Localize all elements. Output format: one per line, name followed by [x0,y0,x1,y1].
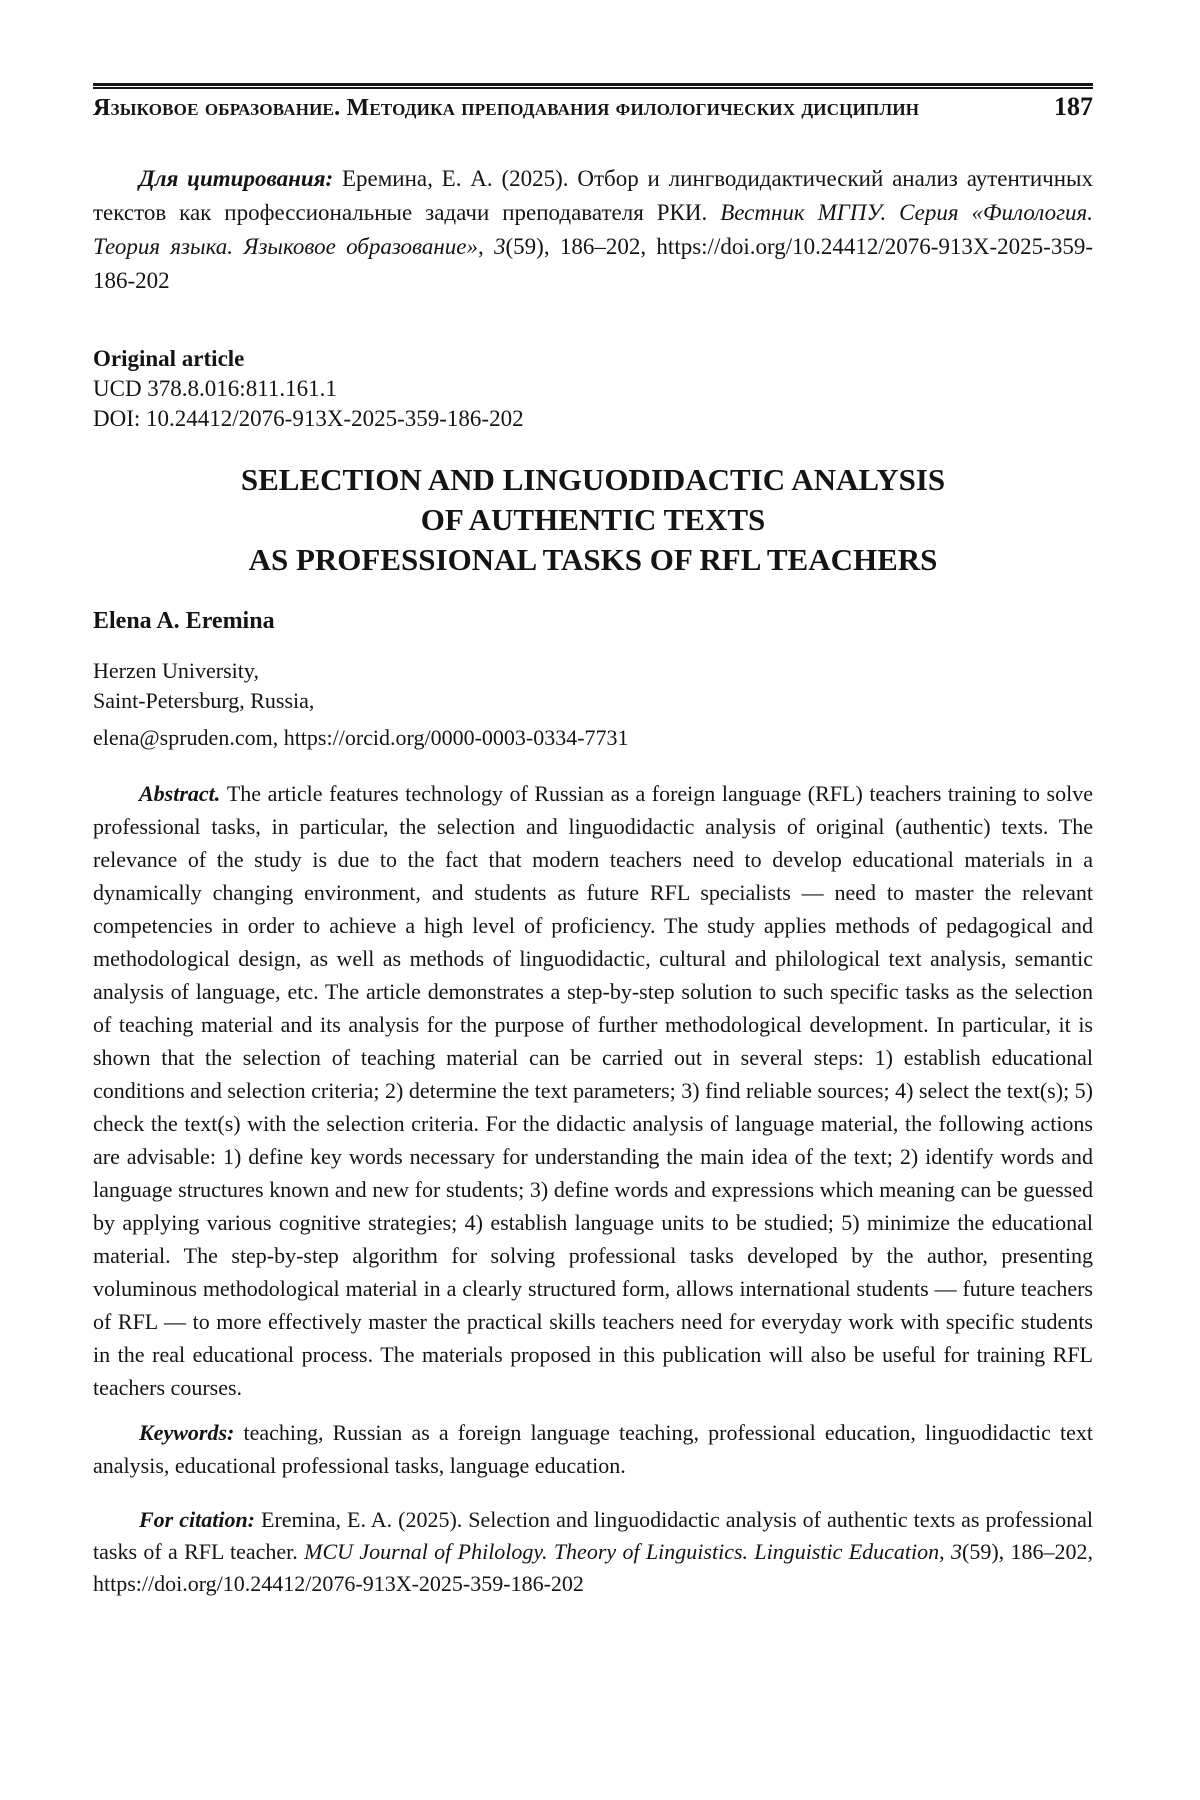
abstract-paragraph: Abstract. The article features technology of Russian as a foreign language (RFL) teachers training to solve professional tasks, in particular, the selection and linguodidactic analysis of original (authentic) texts. The relevance of the study is due to the fact that modern teachers need to develop educational materials in a dynamically changing environment, and students as future RFL specialists — need to master the relevant competencies in order to achieve a high level of proficiency. The study applies methods of pedagogical and methodological design, as well as methods of linguodidactic, cultural and philological text analysis, semantic analysis of language, etc. The article demonstrates a step-by-step solution to such specific tasks as the selection of teaching material and its analysis for the purpose of further methodological development. In particular, it is shown that the selection of teaching material can be carried out in several steps: 1) establish educational conditions and selection criteria; 2) determine the text parameters; 3) find reliable sources; 4) select the text(s); 5) check the text(s) with the selection criteria. For the didactic analysis of language material, the following actions are advisable: 1) define key words necessary for understanding the main idea of the text; 2) identify words and language structures known and new for students; 3) define words and expressions which meaning can be guessed by applying various cognitive strategies; 4) establish language units to be studied; 5) minimize the educational material. The step-by-step algorithm for solving professional tasks developed by the author, presenting voluminous methodological material in a clearly structured form, allows international students — future teachers of RFL — to more effectively master the practical skills teachers need for everyday work with specific students in the real educational process. The materials proposed in this publication will also be useful for training RFL teachers courses. [93,781,1094,1400]
affiliation-block [93,656,1093,753]
article-type-label: Original article [93,346,245,371]
article-meta [93,344,1093,434]
author-name: Elena A. Eremina [93,608,275,634]
title-line-2: OF AUTHENTIC TEXTS [420,502,766,537]
affiliation-line-contact: elena@spruden.com, https://orcid.org/0000-0003-0334-7731 [93,725,629,750]
title-line-1: SELECTION AND LINGUODIDACTIC ANALYSIS [240,462,946,497]
running-head-title: Языковое образование. Методика преподавания филологических дисциплин [93,95,920,121]
header-row [93,92,1093,122]
page-number: 187 [1054,92,1093,121]
running-header [93,83,1093,122]
keywords-paragraph: Keywords: teaching, Russian as a foreign language teaching, professional education, linguodidactic text analysis, educational professional tasks, language education. [93,1420,1093,1478]
doi-line: DOI: 10.24412/2076-913X-2025-359-186-202 [93,406,524,431]
header-rule [93,83,1093,89]
article-title [93,460,1093,580]
affiliation-line-university: Herzen University, [93,658,259,683]
udc-line: UCD 378.8.016:811.161.1 [93,376,337,401]
citation-ru-paragraph: Для цитирования: Еремина, Е. А. (2025). Отбор и лингводидактический анализ аутентичных текстов как профессиональные задачи преподавателя РКИ. Вестник МГПУ. Серия «Филология. Теория языка. Языковое образование», 3(59), 186–202, https://doi.org/10.24412/2076-913X-2025-359-186-202 [93,166,1093,293]
affiliation-line-city: Saint-Petersburg, Russia, [93,688,315,713]
citation-en-paragraph: For citation: Eremina, E. A. (2025). Selection and linguodidactic analysis of authentic texts as professional tasks of a RFL teacher. MCU Journal of Philology. Theory of Linguistics. Linguistic Education, 3(59), 186–202, https://doi.org/10.24412/2076-913X-2025-359-186-202 [93,1507,1094,1596]
title-line-3: AS PROFESSIONAL TASKS OF RFL TEACHERS [248,542,938,577]
